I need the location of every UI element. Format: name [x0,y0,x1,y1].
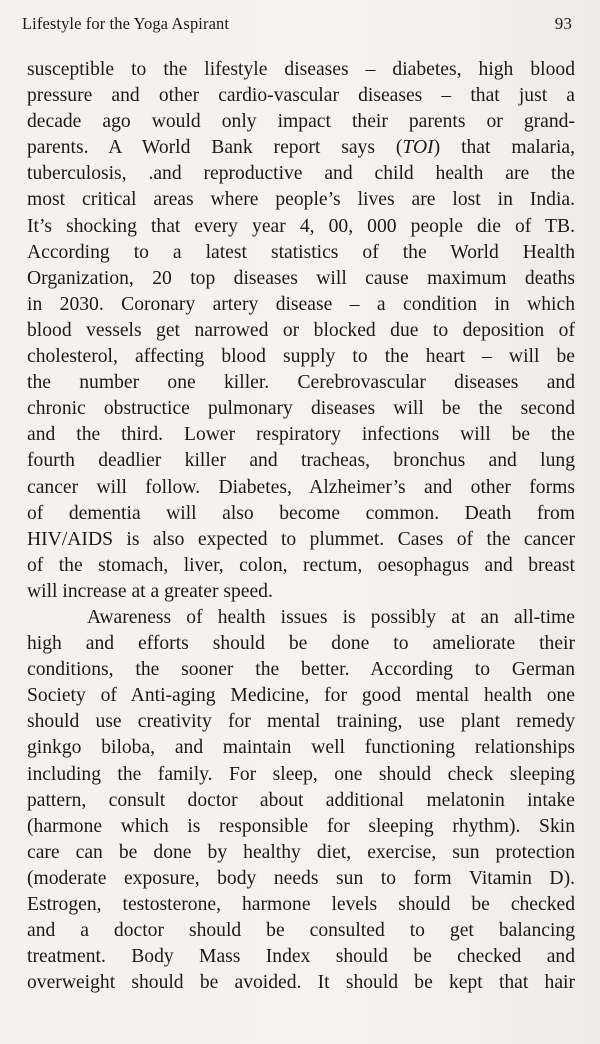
text-line: tuberculosis, .and reproductive and child health are the [27,163,575,185]
text-line: the number one killer. Cerebrovascular diseases and [27,372,575,394]
text-line: susceptible to the lifestyle diseases – diabetes, high blood [27,59,575,80]
text-line: most critical areas where people’s lives are lost in India. [27,189,575,211]
text-line-with-citation [27,135,575,161]
citation-open-paren: ( [395,137,403,159]
text-line: Estrogen, testosterone, harmone levels should be checked [27,894,575,915]
text-fragment: ) that malaria, [433,137,575,159]
page-number: 93 [554,14,572,33]
text-line: should use creativity for mental training, use plant remedy [27,711,575,733]
running-title: Lifestyle for the Yoga Aspirant [22,14,230,33]
text-line: blood vessels get narrowed or blocked due to deposition of [27,319,575,341]
text-line: pressure and other cardio-vascular diseases – that just a [27,85,575,107]
text-line: of dementia will also become common. Death from [27,502,575,524]
text-line: chronic obstructice pulmonary diseases will be the second [27,398,575,420]
text-line: of the stomach, liver, colon, rectum, oesophagus and breast [27,554,575,576]
text-line: overweight should be avoided. It should be kept that hair [27,972,575,994]
text-line: (harmone which is responsible for sleeping rhythm). Skin [27,815,575,837]
text-line: cholesterol, affecting blood supply to the heart – will be [27,346,575,368]
text-line: Organization, 20 top diseases will cause maximum deaths [27,267,575,289]
text-line: (moderate exposure, body needs sun to form Vitamin D). [27,867,575,889]
running-header [22,14,572,38]
text-line: and a doctor should be consulted to get balancing [27,920,575,942]
text-line: including the family. For sleep, one should check sleeping [27,763,575,785]
text-line: fourth deadlier killer and tracheas, bronchus and lung [27,450,575,472]
text-line: ginkgo biloba, and maintain well functioning relationships [27,737,575,759]
text-line: Society of Anti-aging Medicine, for good mental health one [27,685,575,707]
text-line: HIV/AIDS is also expected to plummet. Cases of the cancer [27,528,575,550]
paragraph-end-line: will increase at a greater speed. [27,580,273,602]
text-line: in 2030. Coronary artery disease – a condition in which [27,293,575,315]
text-fragment: parents. A World Bank report says [27,137,375,159]
text-line: It’s shocking that every year 4, 00, 000 people die of TB. [27,215,575,237]
body-text [27,57,575,996]
text-line: According to a latest statistics of the World Health [27,241,575,263]
text-line: care can be done by healthy diet, exercise, sun protection [27,841,575,863]
text-line: conditions, the sooner the better. According to German [27,659,575,681]
text-line: and the third. Lower respiratory infections will be the [27,424,575,446]
text-line: decade ago would only impact their parents or grand- [27,111,575,133]
text-line: treatment. Body Mass Index should be checked and [27,946,575,968]
paragraph-start-line: Awareness of health issues is possibly at an all-time [87,606,575,628]
citation-source: TOI [402,137,434,159]
text-line: pattern, consult doctor about additional melatonin intake [27,789,575,811]
text-line: cancer will follow. Diabetes, Alzheimer’s and other forms [27,476,575,498]
text-line: high and efforts should be done to ameliorate their [27,633,575,655]
